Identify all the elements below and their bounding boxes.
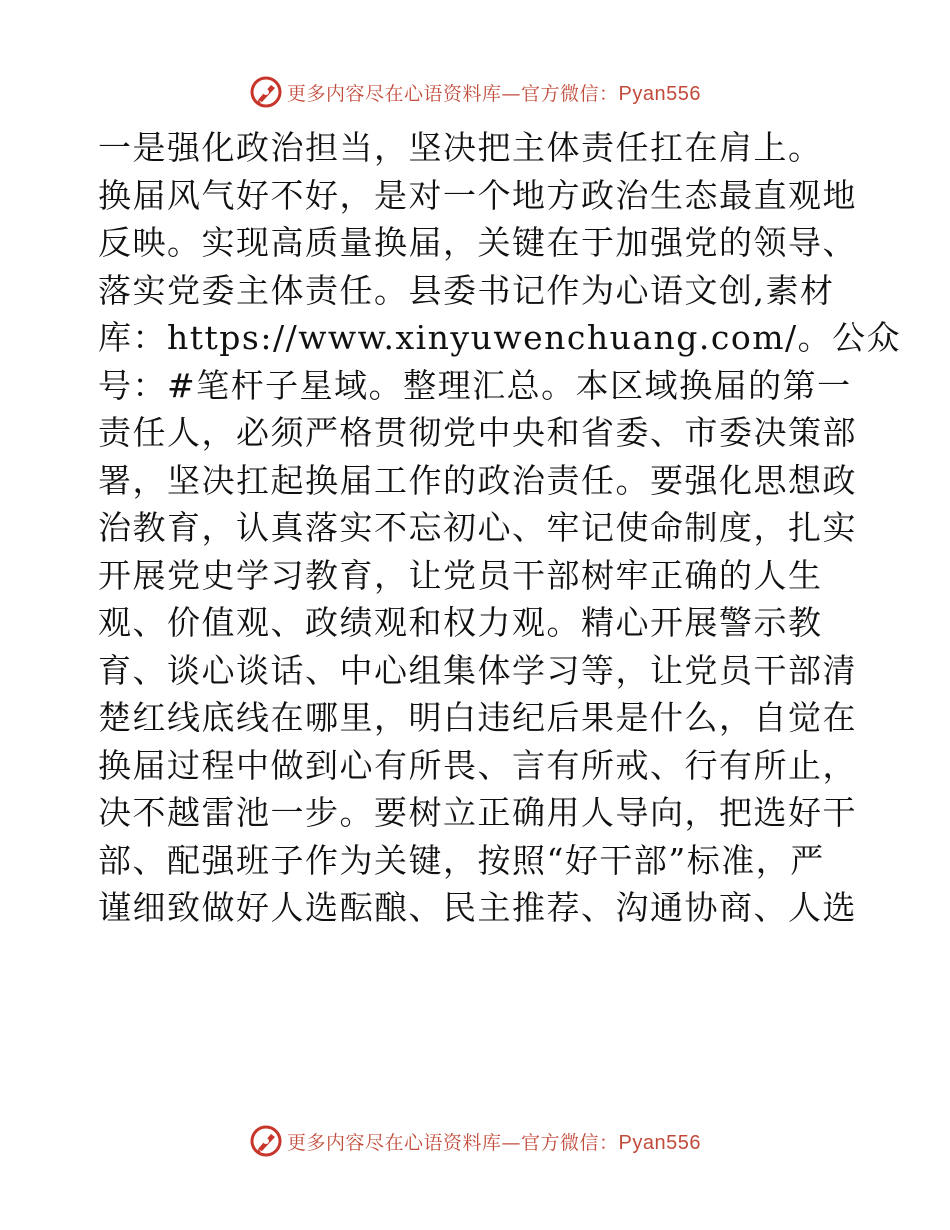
- body-line: 部、配强班子作为关键，按照“好干部”标准，严: [98, 840, 825, 880]
- header-banner-text: [287, 79, 701, 106]
- pen-circle-logo-icon: [249, 75, 283, 109]
- footer-contact-id: Pyan556: [618, 1131, 701, 1154]
- footer-promo-text: 更多内容尽在心语资料库: [287, 1131, 502, 1154]
- footer-banner: [0, 1121, 950, 1161]
- body-line: 反映。实现高质量换届，关键在于加强党的领导、: [98, 223, 857, 262]
- footer-banner-text: [287, 1128, 701, 1155]
- body-line: 观、价值观、政绩观和权力观。精心开展警示教: [98, 603, 823, 642]
- body-line: 楚红线底线在哪里，明白违纪后果是什么，自觉在: [98, 698, 857, 737]
- header-dash: —: [501, 82, 522, 105]
- header-banner: [0, 72, 950, 112]
- body-line: 落实党委主体责任。县委书记作为心语文创,素材: [98, 270, 835, 310]
- header-contact-id: Pyan556: [618, 82, 701, 105]
- body-line: 换届风气好不好，是对一个地方政治生态最直观地: [98, 175, 857, 215]
- header-contact-label: 官方微信：: [521, 82, 619, 105]
- body-line: 育、谈心谈话、中心组集体学习等，让党员干部清: [98, 650, 857, 690]
- body-line: 号：#笔杆子星域。整理汇总。本区域换届的第一: [98, 365, 852, 405]
- body-line: 一是强化政治担当，坚决把主体责任扛在肩上。: [98, 128, 823, 167]
- body-line: 谨细致做好人选酝酿、民主推荐、沟通协商、人选: [98, 888, 857, 927]
- pen-circle-logo-icon: [249, 1124, 283, 1158]
- body-line: 库：https://www.xinyuwenchuang.com/。公众: [98, 318, 902, 357]
- body-line: 换届过程中做到心有所畏、言有所戒、行有所止，: [98, 745, 857, 785]
- header-promo-text: 更多内容尽在心语资料库: [287, 82, 502, 105]
- footer-contact-label: 官方微信：: [521, 1131, 619, 1154]
- footer-dash: —: [501, 1131, 522, 1154]
- body-line: 治教育，认真落实不忘初心、牢记使命制度，扎实: [98, 508, 857, 547]
- body-line: 署，坚决扛起换届工作的政治责任。要强化思想政: [98, 460, 857, 500]
- body-line: 决不越雷池一步。要树立正确用人导向，把选好干: [98, 793, 857, 832]
- body-line: 责任人，必须严格贯彻党中央和省委、市委决策部: [98, 413, 857, 452]
- document-body: [98, 124, 902, 932]
- body-line: 开展党史学习教育，让党员干部树牢正确的人生: [98, 555, 823, 595]
